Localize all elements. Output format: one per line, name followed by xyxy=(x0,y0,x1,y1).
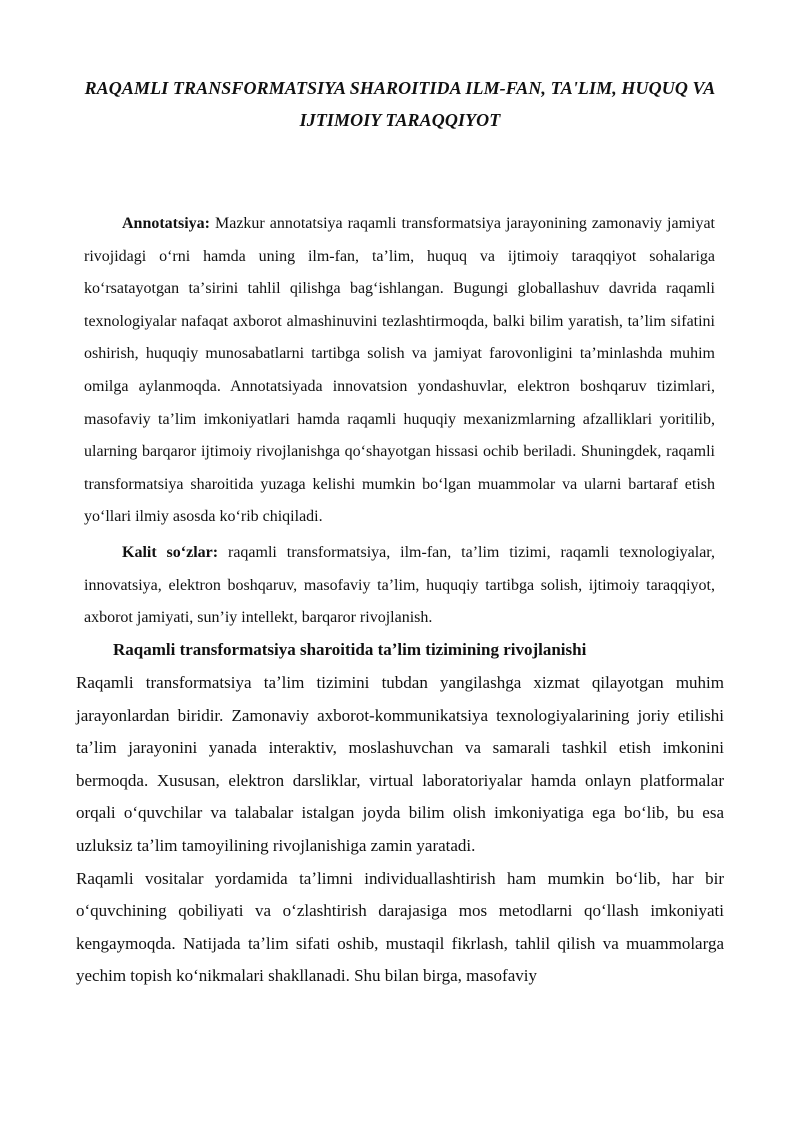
keywords-section xyxy=(84,537,715,635)
keywords-paragraph xyxy=(84,537,715,635)
abstract-paragraph xyxy=(84,208,715,534)
body-paragraph: Raqamli vositalar yordamida taʼlimni individuallashtirish ham mumkin boʻlib, har bir oʻquvchining qobiliyati va oʻzlashtirish darajasiga mos metodlarni qoʻllash imkoniyati kengaymoqda. Natijada taʼlim sifati oshib, mustaqil fikrlash, tahlil qilish va muammolarga yechim topish koʻnikmalari shakllanadi. Shu bilan birga, masofaviy xyxy=(76,868,724,986)
body-paragraph: Raqamli transformatsiya taʼlim tizimini tubdan yangilashga xizmat qilayotgan muhim jarayonlardan biridir. Zamonaviy axborot-kommunikatsiya texnologiyalarining joriy etilishi taʼlim jarayonini yanada interaktiv, moslashuvchan va samarali tashkil etish imkonini bermoqda. Xususan, elektron darsliklar, virtual laboratoriyalar hamda onlayn platformalar orqali oʻquvchilar va talabalar istalgan joyda bilim olish imkoniyatiga ega boʻlib, bu esa uzluksiz taʼlim tamoyilining rivojlanishiga zamin yaratadi. xyxy=(76,673,724,855)
abstract-section xyxy=(84,208,715,534)
keywords-label: Kalit soʻzlar: xyxy=(122,544,219,561)
abstract-text: Mazkur annotatsiya raqamli transformatsiya jarayonining zamonaviy jamiyat rivojidagi oʻrni hamda uning ilm-fan, taʼlim, huquq va ijtimoiy taraqqiyot sohalariga koʻrsatayotgan taʼsirini tahlil qilishga bagʻishlangan. Bugungi globallashuv davrida raqamli texnologiyalar nafaqat axborot almashinuvini tezlashtirmoqda, balki bilim yaratish, taʼlim sifatini oshirish, huquqiy munosabatlarni tartibga solish va jamiyat farovonligini taʼminlashda muhim omilga aylanmoqda. Annotatsiyada innovatsion yondashuvlar, elektron boshqaruv tizimlari, masofaviy taʼlim imkoniyatlari hamda raqamli huquqiy mexanizmlarning afzalliklari yoritilib, ularning barqaror ijtimoiy rivojlanishga qoʻshayotgan hissasi ochib beriladi. Shuningdek, raqamli transformatsiya sharoitida yuzaga kelishi mumkin boʻlgan muammolar va ularni bartaraf etish yoʻllari ilmiy asosda koʻrib chiqiladi. xyxy=(84,215,715,526)
section-body xyxy=(76,667,724,993)
abstract-label: Annotatsiya: xyxy=(122,215,211,232)
document-title: RAQAMLI TRANSFORMATSIYA SHAROITIDA ILM-FAN, TA'LIM, HUQUQ VA IJTIMOIY TARAQQIYOT xyxy=(84,78,716,130)
keywords-text: raqamli transformatsiya, ilm-fan, taʼlim tizimi, raqamli texnologiyalar, innovatsiya, elektron boshqaruv, masofaviy taʼlim, huquqiy tartibga solish, ijtimoiy taraqqiyot, axborot jamiyati, sunʼiy intellekt, barqaror rivojlanish. xyxy=(84,544,715,627)
section-heading: Raqamli transformatsiya sharoitida taʼlim tizimining rivojlanishi xyxy=(113,640,587,659)
